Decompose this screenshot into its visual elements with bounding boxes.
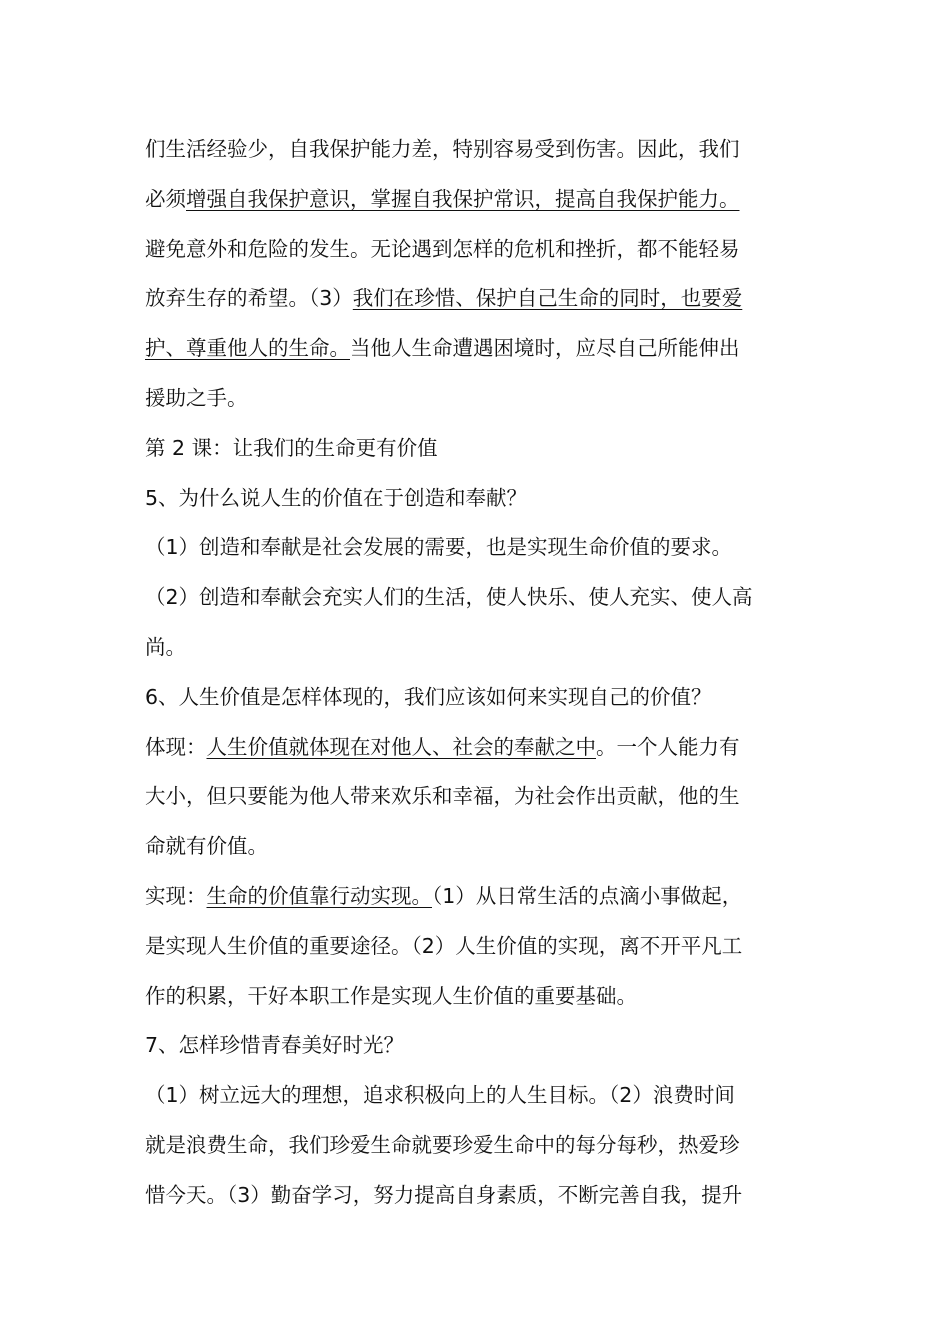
text-line (145, 125, 815, 175)
text-line (145, 772, 815, 822)
text-line (145, 822, 815, 872)
underlined-text: 生命的价值靠行动实现。 (206, 883, 432, 908)
text-line (145, 972, 815, 1022)
text-segment: 必须 (145, 186, 186, 211)
text-segment: 放弃生存的希望。（3） (145, 286, 353, 311)
text-line (145, 274, 815, 324)
text-segment: 作的积累，干好本职工作是实现人生价值的重要基础。 (145, 983, 637, 1008)
text-segment: （1）从日常生活的点滴小事做起， (432, 883, 743, 908)
text-segment: 援助之手。 (145, 385, 248, 410)
text-line (145, 1071, 815, 1121)
underlined-text: 增强自我保护意识，掌握自我保护常识，提高自我保护能力。 (186, 186, 740, 211)
text-segment: 避免意外和危险的发生。无论遇到怎样的危机和挫折，都不能轻易 (145, 236, 740, 261)
underlined-text: 人生价值就体现在对他人、社会的奉献之中 (206, 734, 596, 759)
text-line (145, 523, 815, 573)
text-line (145, 872, 815, 922)
text-segment: 当他人生命遭遇困境时，应尽自己所能伸出 (350, 336, 740, 361)
text-segment: （1）创造和奉献是社会发展的需要，也是实现生命价值的要求。 (145, 535, 733, 560)
text-segment: 体现： (145, 734, 207, 759)
text-line (145, 175, 815, 225)
text-line (145, 723, 815, 773)
document-body (145, 125, 815, 1221)
text-segment: 6、人生价值是怎样体现的，我们应该如何来实现自己的价值？ (145, 684, 712, 709)
text-line (145, 424, 815, 474)
text-line (145, 1121, 815, 1171)
text-segment: 命就有价值。 (145, 834, 268, 859)
text-line (145, 474, 815, 524)
text-segment: 7、怎样珍惜青春美好时光？ (145, 1033, 405, 1058)
text-line (145, 1021, 815, 1071)
text-segment: 尚。 (145, 634, 186, 659)
text-segment: （2）创造和奉献会充实人们的生活，使人快乐、使人充实、使人高 (145, 585, 753, 610)
text-line (145, 374, 815, 424)
text-segment: （1）树立远大的理想，追求积极向上的人生目标。（2）浪费时间 (145, 1083, 735, 1108)
text-segment: 们生活经验少，自我保护能力差，特别容易受到伤害。因此，我们 (145, 137, 740, 161)
text-line (145, 324, 815, 374)
text-line (145, 1171, 815, 1221)
text-segment: 第 2 课：让我们的生命更有价值 (145, 435, 438, 460)
text-line (145, 623, 815, 673)
text-segment: 实现： (145, 883, 207, 908)
text-line (145, 573, 815, 623)
text-line (145, 225, 815, 275)
text-segment: 惜今天。（3）勤奋学习，努力提高自身素质，不断完善自我，提升 (145, 1182, 743, 1207)
text-segment: 5、为什么说人生的价值在于创造和奉献？ (145, 485, 528, 510)
text-segment: 就是浪费生命，我们珍爱生命就要珍爱生命中的每分每秒，热爱珍 (145, 1132, 740, 1157)
text-segment: 。一个人能力有 (596, 734, 740, 759)
text-line (145, 673, 815, 723)
text-segment: 大小，但只要能为他人带来欢乐和幸福，为社会作出贡献，他的生 (145, 784, 740, 809)
text-segment: 是实现人生价值的重要途径。（2）人生价值的实现，离不开平凡工 (145, 933, 743, 958)
underlined-text: 护、尊重他人的生命。 (145, 336, 350, 361)
text-line (145, 922, 815, 972)
underlined-text: 我们在珍惜、保护自己生命的同时，也要爱 (352, 286, 743, 311)
